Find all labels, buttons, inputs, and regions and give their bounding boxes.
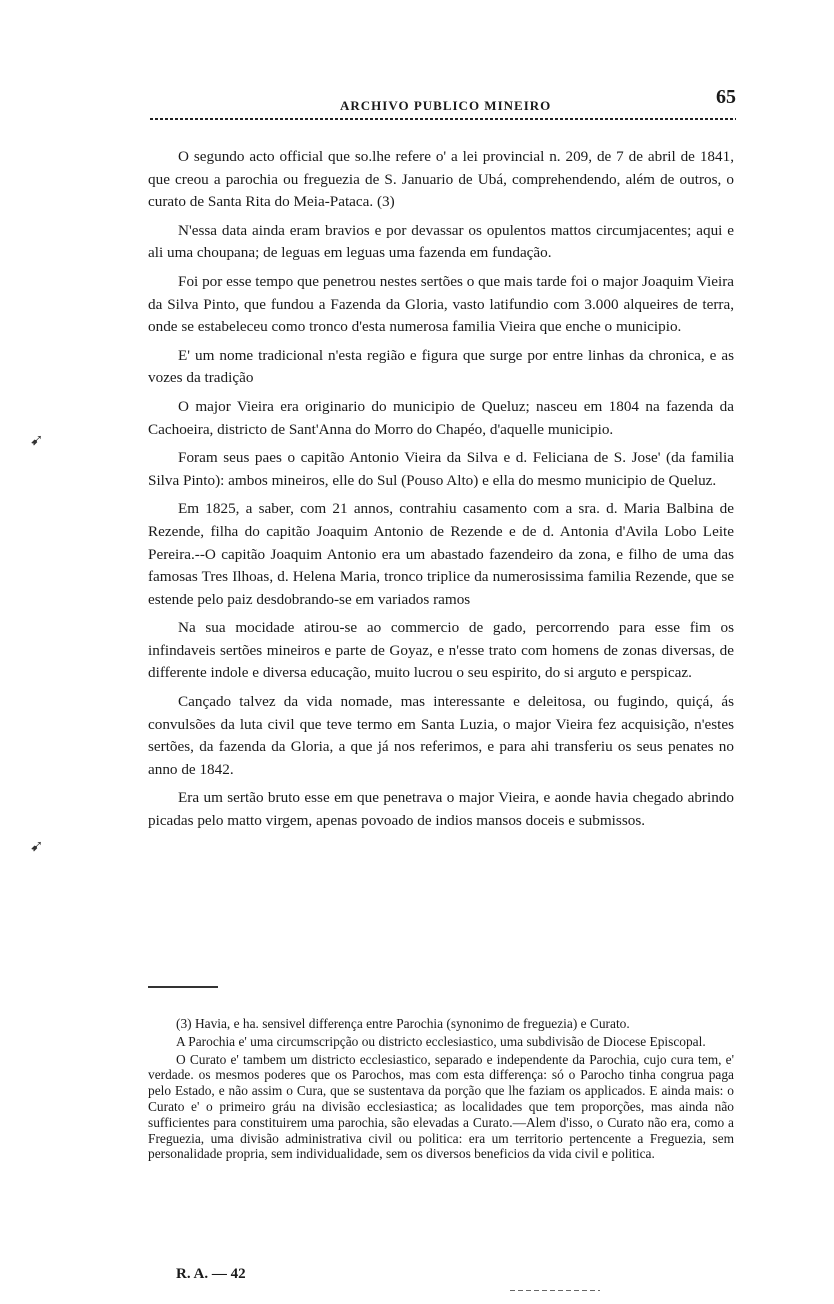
footnote: A Parochia e' uma circumscripção ou districto ecclesiastico, uma subdivisão de Diocese Episcopal. [176, 1033, 706, 1049]
footnote: (3) Havia, e ha. sensivel differença entre Parochia (synonimo de freguezia) e Curato. [176, 1016, 630, 1031]
paragraph: Era um sertão bruto esse em que penetrava o major Vieira, e aonde havia chegado abrindo picadas pelo matto virgem, apenas povoado de indios mansos doceis e submissos. [148, 789, 734, 830]
margin-arrow-icon: ➹ [30, 430, 44, 449]
footnotes [148, 1016, 734, 1164]
header-rule [150, 118, 736, 120]
paragraph: Em 1825, a saber, com 21 annos, contrahiu casamento com a sra. d. Maria Balbina de Rezende, filha do capitão Joaquim Antonio de Rezende e de d. Antonia d'Avila Lobo Leite Pereira.--O capitão Joaquim Antonio era um abastado fazendeiro da zona, e filho de uma das famosas Tres Ilhoas, d. Helena Maria, tronco triplice da numerosissima familia Rezende, que se estende pelo paiz desdobrando-se em variados ramos [148, 500, 734, 608]
signature-mark: R. A. — 42 [176, 1266, 246, 1282]
footnote: O Curato e' tambem um districto ecclesiastico, separado e independente da Parochia, cujo cura tem, e' verdade. os mesmos poderes que os Parochos, mas com esta differença: só o Parocho tinha congrua paga pelo Estado, e não assim o Cura, que se sustentava da porção que lhe faziam os applicados. E ainda mais: o Curato e' o primeiro gráu na divisão ecclesiastica; as localidades que tem proporções, mas ainda não sufficientes para constituirem uma parochia, são elevadas a Curato.—Alem d'isso, o Curato não era, como a Freguezia, uma divisão administrativa civil ou politica: era um territorio pertencente a Freguezia, sem personalidade propria, sem individualidade, sem os diversos beneficios da vida civil e politica. [148, 1051, 734, 1162]
paragraph: N'essa data ainda eram bravios e por devassar os opulentos mattos circumjacentes; aqui e ali uma choupana; de leguas em leguas uma fazenda em fundação. [148, 221, 734, 262]
paragraph: O major Vieira era originario do municipio de Queluz; nasceu em 1804 na fazenda da Cachoeira, districto de Sant'Anna do Morro do Chapéo, d'aquelle municipio. [148, 397, 734, 438]
running-header [150, 86, 736, 122]
page-number: 65 [716, 86, 736, 108]
paragraph: Cançado talvez da vida nomade, mas interessante e deleitosa, ou fugindo, quiçá, ás convulsões da luta civil que teve termo em Santa Luzia, o major Vieira fez acquisição, n'estes sertões, da fazenda da Gloria, a que já nos referimos, e para ahi transferiu os seus penates no anno de 1842. [148, 693, 734, 778]
paragraph: Foram seus paes o capitão Antonio Vieira da Silva e d. Feliciana de S. Jose' (da familia Silva Pinto): ambos mineiros, elle do Sul (Pouso Alto) e ella do mesmo municipio de Queluz. [148, 449, 734, 489]
paragraph: O segundo acto official que so.lhe refere o' a lei provincial n. 209, de 7 de abril de 1841, que creou a parochia ou freguezia de S. Januario de Ubá, comprehendendo, além de outros, o curato de Santa Rita do Meia-Pataca. (3) [148, 148, 734, 211]
header-title: ARCHIVO PUBLICO MINEIRO [340, 98, 552, 113]
footnote-rule [148, 986, 218, 988]
bottom-dash-rule [510, 1290, 600, 1291]
margin-arrow-icon: ➹ [30, 836, 44, 855]
paragraph: Na sua mocidade atirou-se ao commercio de gado, percorrendo para esse fim os infindaveis sertões mineiros e parte de Goyaz, e n'esse trato com homens de zonas diversas, de differente indole e diversa educação, muito lucrou o seu espirito, do si arguto e perspicaz. [148, 619, 734, 682]
paragraph: E' um nome tradicional n'esta região e figura que surge por entre linhas da chronica, e as vozes da tradição [148, 346, 734, 387]
body-text [148, 146, 734, 839]
paragraph: Foi por esse tempo que penetrou nestes sertões o que mais tarde foi o major Joaquim Vieira da Silva Pinto, que fundou a Fazenda da Gloria, vasto latifundio com 3.000 alqueires de terra, onde se estabeleceu como tronco d'esta numerosa familia Vieira que enche o municipio. [148, 272, 734, 336]
